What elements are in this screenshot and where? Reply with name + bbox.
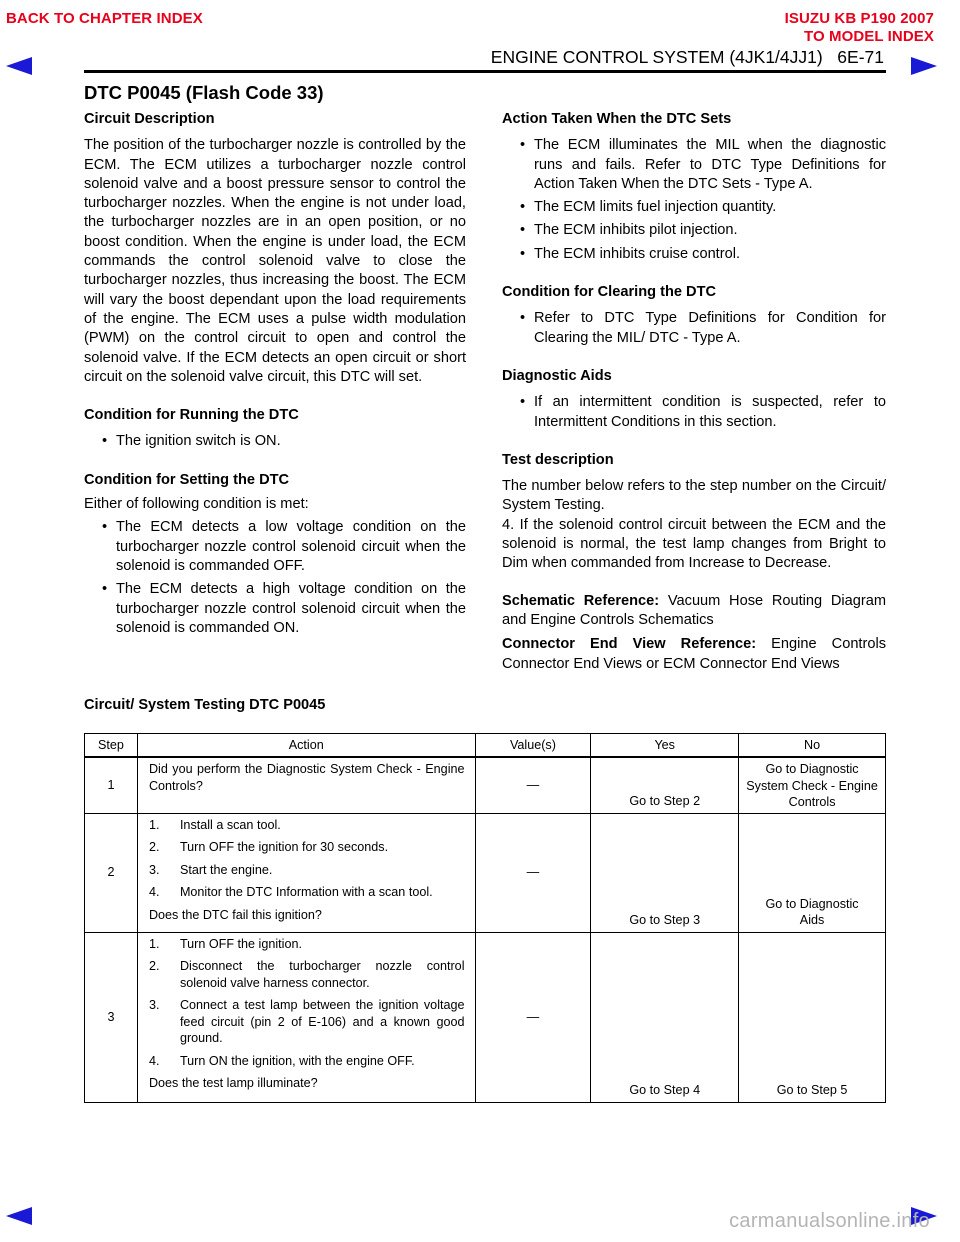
yes-cell: Go to Step 3 [591, 813, 739, 932]
running-condition-heading: Condition for Running the DTC [84, 407, 299, 424]
value-cell: — [475, 813, 591, 932]
action-step: 3. Connect a test lamp between the ignition voltage feed circuit (pin 2 of E-106) and a known good ground. [148, 998, 465, 1045]
model-title-link[interactable]: ISUZU KB P190 2007 [784, 10, 934, 27]
table-title: Circuit/ System Testing DTC P0045 [84, 697, 326, 713]
action-step: 1. Turn OFF the ignition. [148, 936, 302, 951]
circuit-description-body: The position of the turbocharger nozzle is controlled by the ECM. The ECM utilizes a turbocharger nozzle control solenoid valve and a boost pressure sensor to control the turbocharger nozzles. When the engine is not under load, the turbocharger nozzles are in an open position, or no boost condition. When the engine is under load, the ECM commands the control solenoid valve to close the turbocharger nozzles, thus increasing the boost. The ECM will vary the boost dependant upon the load requirements of the engine. The ECM uses a pulse width modulation (PWM) on the control circuit to open and control the solenoid valve. If the ECM detects an open circuit or short circuit on the solenoid valve circuit, this DTC will set. [84, 137, 466, 385]
running-condition-item: • The ignition switch is ON. [84, 432, 466, 451]
action-cell [137, 813, 475, 932]
no-cell: Go to Diagnostic Aids [739, 813, 886, 932]
header-action: Action [137, 734, 475, 758]
connector-reference-label: Connector End View Reference: [502, 636, 757, 653]
action-step: 4. Monitor the DTC Information with a scan tool. [148, 885, 433, 899]
action-cell [137, 757, 475, 813]
circuit-testing-table [84, 733, 886, 1103]
test-description-heading: Test description [502, 451, 614, 468]
table-row [85, 813, 886, 932]
setting-condition-intro: Either of following condition is met: [84, 496, 309, 513]
previous-page-arrow-icon[interactable] [6, 57, 32, 75]
next-page-arrow-icon[interactable] [911, 57, 937, 75]
action-step: 1. Install a scan tool. [148, 817, 281, 832]
schematic-reference-label: Schematic Reference: [502, 592, 660, 609]
table-row [85, 757, 886, 813]
yes-cell: Go to Step 2 [591, 757, 739, 813]
setting-condition-item: • The ECM detects a high voltage condition on the turbocharger nozzle control solenoid circuit when the solenoid is commanded ON. [84, 580, 466, 638]
action-question: Does the test lamp illuminate? [148, 1076, 318, 1090]
action-taken-item: • The ECM inhibits cruise control. [502, 245, 886, 264]
page-title: DTC P0045 (Flash Code 33) [84, 82, 324, 103]
header-rule [84, 70, 886, 73]
running-head: ENGINE CONTROL SYSTEM (4JK1/4JJ1) 6E-71 [490, 47, 884, 67]
schematic-reference-value: Vacuum Hose Routing Diagram and Engine Controls Schematics [502, 592, 886, 628]
previous-page-arrow-icon[interactable] [6, 1207, 32, 1225]
action-step: 2. Turn OFF the ignition for 30 seconds. [148, 840, 389, 854]
header-no: No [739, 734, 886, 758]
action-taken-item: • The ECM illuminates the MIL when the diagnostic runs and fails. Refer to DTC Type Definitions for Action Taken When the DTC Sets - Type A. [502, 136, 886, 194]
action-intro: Did you perform the Diagnostic System Check - Engine Controls? [148, 762, 465, 793]
yes-cell: Go to Step 4 [591, 932, 739, 1102]
schematic-reference [502, 592, 886, 631]
action-step: 2. Disconnect the turbocharger nozzle control solenoid valve harness connector. [148, 959, 465, 990]
connector-reference [502, 635, 886, 674]
step-number: 2 [85, 813, 138, 932]
back-to-chapter-index-link[interactable]: BACK TO CHAPTER INDEX [6, 10, 203, 27]
no-cell: Go to Diagnostic System Check - Engine Controls [739, 757, 886, 813]
step-number: 1 [85, 757, 138, 813]
diagnostic-aids-item: • If an intermittent condition is suspected, refer to Intermittent Conditions in this section. [502, 393, 886, 432]
header-step: Step [85, 734, 138, 758]
action-step: 4. Turn ON the ignition, with the engine OFF. [148, 1053, 415, 1068]
action-taken-heading: Action Taken When the DTC Sets [502, 111, 732, 127]
clearing-condition-heading: Condition for Clearing the DTC [502, 284, 717, 301]
setting-condition-item: • The ECM detects a low voltage condition on the turbocharger nozzle control solenoid circuit when the solenoid is commanded OFF. [84, 518, 466, 576]
action-question: Does the DTC fail this ignition? [148, 907, 322, 922]
table-header-row [85, 734, 886, 758]
header-values: Value(s) [475, 734, 591, 758]
action-step: 3. Start the engine. [148, 862, 273, 877]
value-cell: — [475, 932, 591, 1102]
watermark: carmanualsonline.info [729, 1210, 930, 1232]
test-description-step4: 4. If the solenoid control circuit between the ECM and the solenoid is normal, the test lamp changes from Bright to Dim when commanded from Increase to Decrease. [502, 516, 886, 572]
clearing-condition-item: • Refer to DTC Type Definitions for Condition for Clearing the MIL/ DTC - Type A. [502, 309, 886, 348]
table-row [85, 932, 886, 1102]
diagnostic-aids-heading: Diagnostic Aids [502, 367, 612, 384]
to-model-index-link[interactable]: TO MODEL INDEX [803, 28, 934, 45]
setting-condition-heading: Condition for Setting the DTC [84, 471, 290, 488]
circuit-description-heading: Circuit Description [84, 111, 215, 127]
header-yes: Yes [591, 734, 739, 758]
step-number: 3 [85, 932, 138, 1102]
no-cell: Go to Step 5 [739, 932, 886, 1102]
left-column [84, 110, 466, 642]
action-taken-item: • The ECM limits fuel injection quantity. [502, 198, 886, 217]
test-description-body: The number below refers to the step number on the Circuit/ System Testing. [502, 478, 886, 514]
value-cell: — [475, 757, 591, 813]
connector-reference-value: Engine Controls Connector End Views or ECM Connector End Views [502, 636, 887, 672]
action-taken-item: • The ECM inhibits pilot injection. [502, 221, 886, 240]
right-column [502, 110, 886, 674]
action-cell [137, 932, 475, 1102]
